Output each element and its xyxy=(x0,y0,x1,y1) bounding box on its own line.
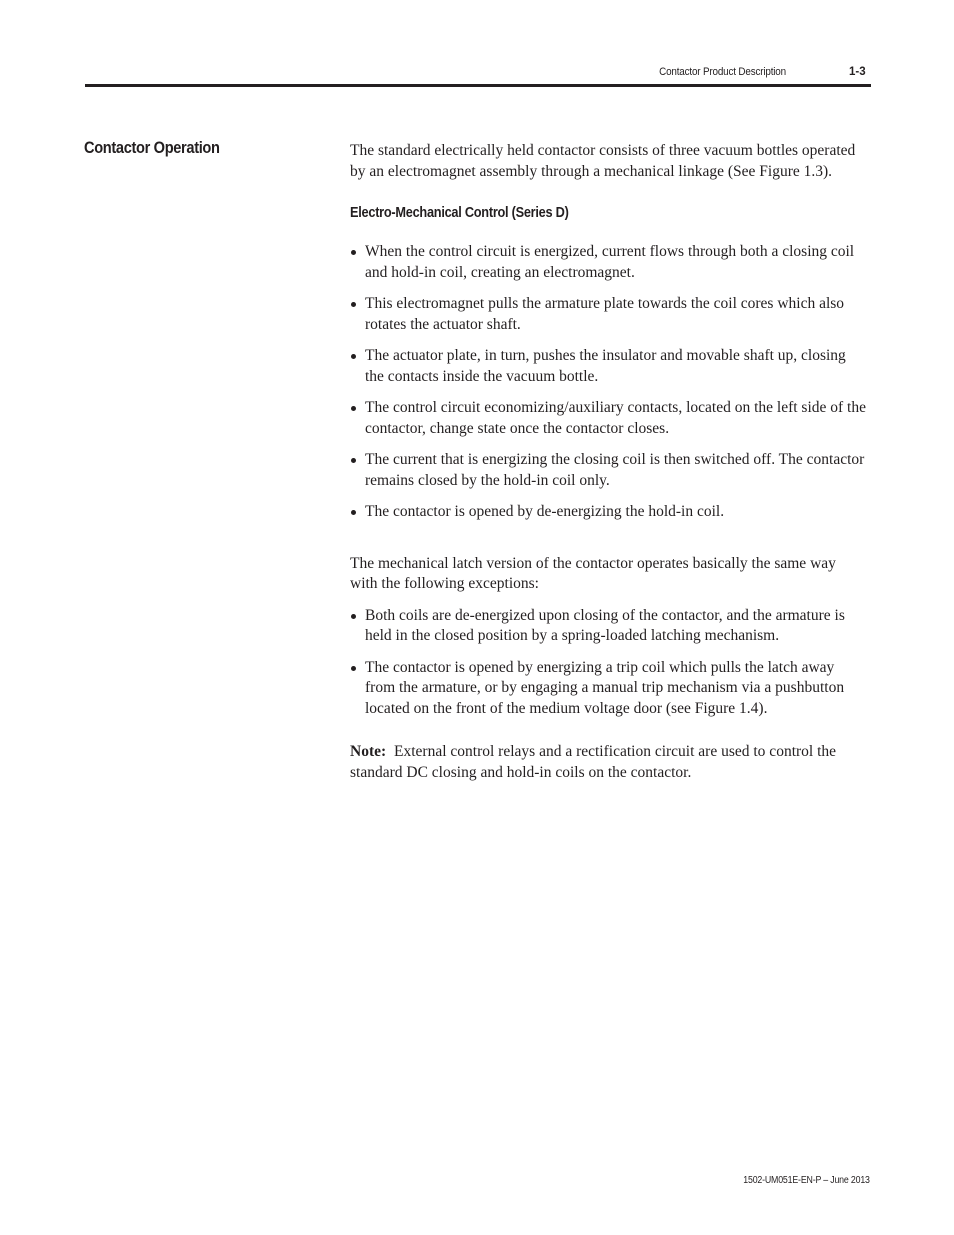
series-d-bullet-list xyxy=(350,242,866,523)
footer-publication: 1502-UM051E-EN-P – June 2013 xyxy=(743,1175,870,1186)
latch-intro-paragraph: The mechanical latch version of the contactor operates basically the same way with the following exceptions: xyxy=(350,554,836,592)
page-number: 1-3 xyxy=(849,66,866,78)
list-item: When the control circuit is energized, current flows through both a closing coil and hold-in coil, creating an electromagnet. xyxy=(350,242,866,283)
section-body xyxy=(350,141,866,783)
header-title: Contactor Product Description xyxy=(659,66,786,78)
list-item: The contactor is opened by de-energizing the hold-in coil. xyxy=(350,502,866,523)
list-item: The current that is energizing the closing coil is then switched off. The contactor remains closed by the hold-in coil only. xyxy=(350,450,866,491)
list-item: Both coils are de-energized upon closing of the contactor, and the armature is held in the closed position by a spring-loaded latching mechanism. xyxy=(350,606,866,647)
note-text: External control relays and a rectification circuit are used to control the standard DC closing and hold-in coils on the contactor. xyxy=(350,743,837,781)
latch-bullet-list xyxy=(350,606,866,720)
note-paragraph xyxy=(350,742,866,783)
list-item: The contactor is opened by energizing a trip coil which pulls the latch away from the armature, or by engaging a manual trip mechanism via a pushbutton located on the front of the medium voltage door (see Figure 1.4). xyxy=(350,658,866,720)
subheading-series-d: Electro-Mechanical Control (Series D) xyxy=(350,205,569,221)
list-item: The actuator plate, in turn, pushes the insulator and movable shaft up, closing the contacts inside the vacuum bottle. xyxy=(350,346,866,387)
list-item: The control circuit economizing/auxiliary contacts, located on the left side of the contactor, change state once the contactor closes. xyxy=(350,398,866,439)
section-heading: Contactor Operation xyxy=(84,138,220,157)
list-item: This electromagnet pulls the armature plate towards the coil cores which also rotates the actuator shaft. xyxy=(350,294,866,335)
note-label: Note: xyxy=(350,743,387,760)
header-rule xyxy=(85,84,871,87)
intro-paragraph: The standard electrically held contactor consists of three vacuum bottles operated by an electromagnet assembly through a mechanical linkage (See Figure 1.3). xyxy=(350,142,856,180)
